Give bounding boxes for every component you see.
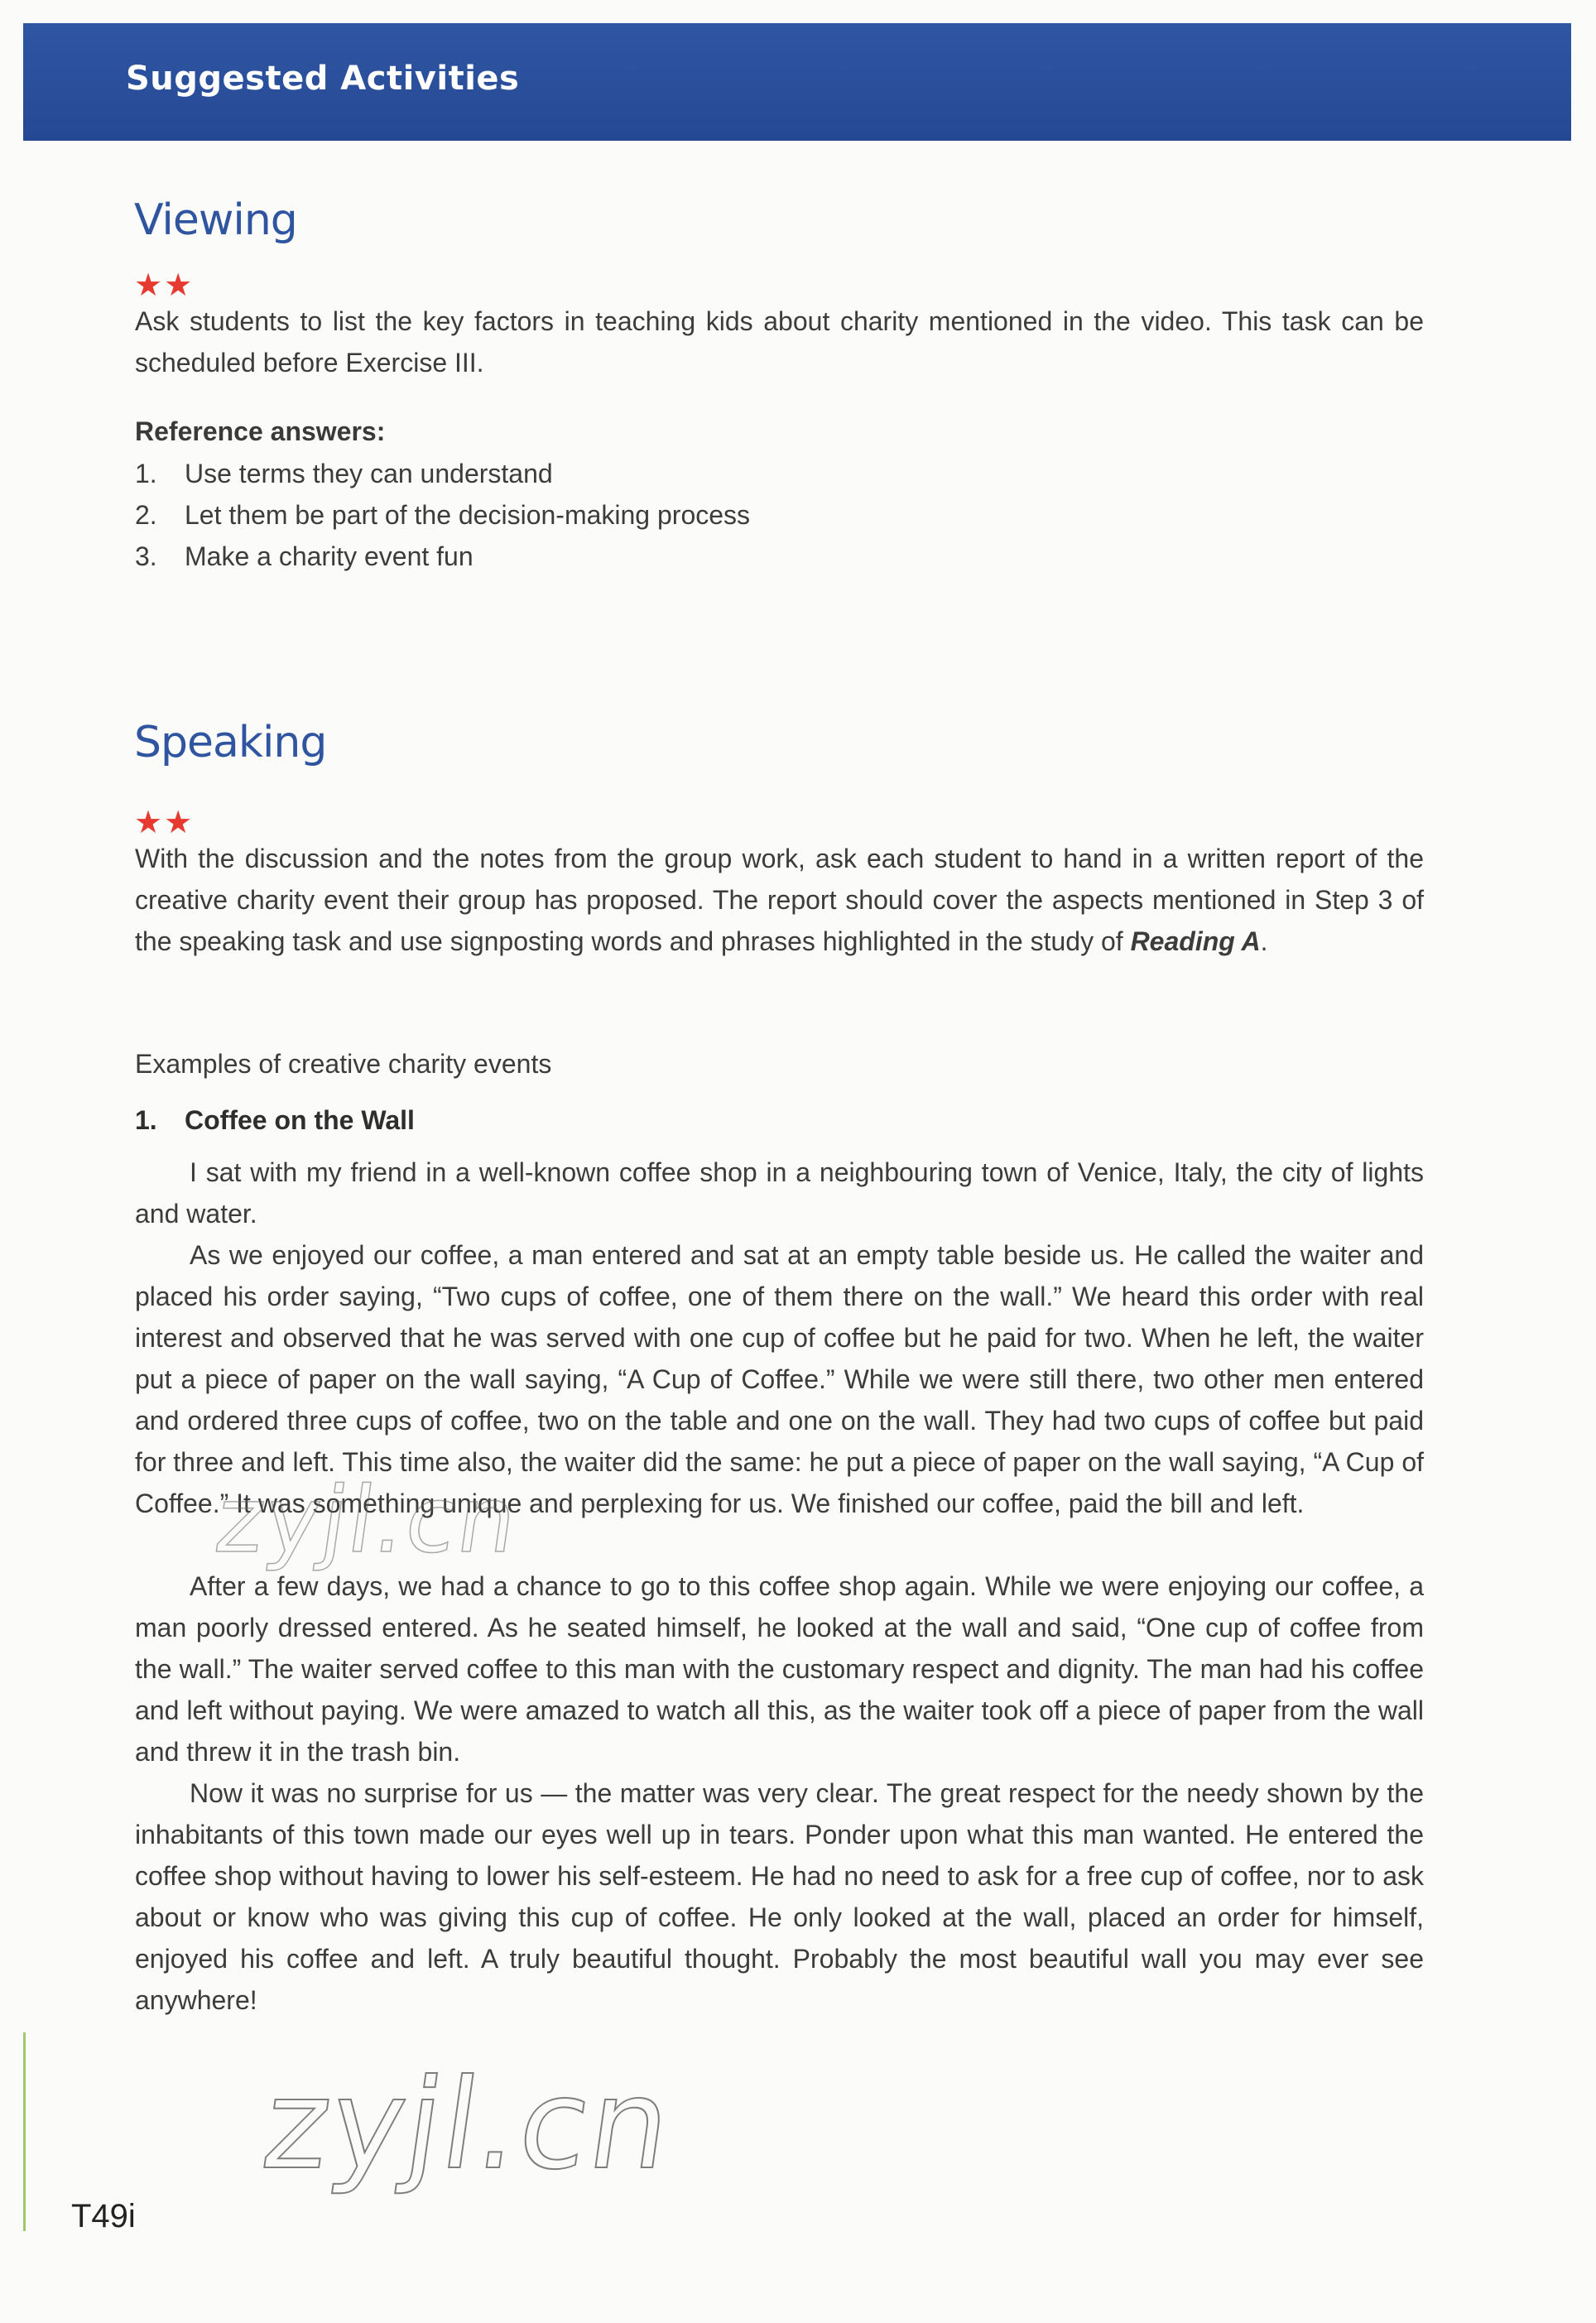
story-paragraph-4: Now it was no surprise for us — the matter was very clear. The great respect for the needy shown by the inhabitants of this town made our eyes well up in tears. Ponder upon what this man wanted. He entered the coffee shop without having to lower his self-esteem. He had no need to ask for a free cup of coffee, nor to ask about or know who was giving this cup of coffee. He only looked at the wall, placed an order for himself, enjoyed his coffee and left. A truly beautiful thought. Probably the most beautiful wall you may ever see anywhere! (135, 1778, 1424, 2015)
list-item (135, 536, 750, 577)
viewing-instruction: Ask students to list the key factors in teaching kids about charity mentioned in the video. This task can be scheduled before Exercise III. (135, 306, 1424, 378)
page-number: T49i (71, 2198, 136, 2234)
watermark-mid: zyjl.cn (209, 1467, 526, 1573)
speaking-instruction-main: With the discussion and the notes from the group work, ask each student to hand in a written report of the creative charity event their group has proposed. The report should cover the aspects mentioned in Step 3 of the speaking task and use signposting words and phrases highlighted in the study of (135, 844, 1424, 956)
list-item-number: 1. (135, 459, 157, 488)
list-item-text: Use terms they can understand (185, 459, 553, 488)
list-item (135, 453, 750, 494)
example-heading (135, 1105, 415, 1136)
example-number: 1. (135, 1105, 157, 1135)
viewing-title: Viewing (134, 195, 297, 245)
example-title: Coffee on the Wall (185, 1105, 415, 1135)
list-item-text: Let them be part of the decision-making process (185, 500, 751, 530)
watermark-footer: zyjl.cn (254, 2053, 681, 2197)
story-paragraph-3: After a few days, we had a chance to go to this coffee shop again. While we were enjoying our coffee, a man poorly dressed entered. As he seated himself, he looked at the wall and said, “One cup of coffee from the wall.” The waiter served coffee to this man with the customary respect and dignity. The man had his coffee and left without paying. We were amazed to watch all this, as the waiter took off a piece of paper from the wall and threw it in the trash bin. (135, 1571, 1424, 1767)
list-item-number: 2. (135, 500, 157, 530)
speaking-instruction (135, 838, 1424, 962)
reference-answers-heading: Reference answers: (135, 416, 386, 446)
story-paragraph-1: I sat with my friend in a well-known coffee shop in a neighbouring town of Venice, Italy, the city of lights and water. (135, 1157, 1424, 1229)
reference-answers-list (135, 453, 750, 577)
list-item-text: Make a charity event fun (185, 541, 474, 571)
examples-intro: Examples of creative charity events (135, 1049, 552, 1079)
reading-a-reference: Reading A (1130, 926, 1261, 956)
story-paragraph-2: As we enjoyed our coffee, a man entered and sat at an empty table beside us. He called the waiter and placed his order saying, “Two cups of coffee, one of them there on the wall.” We heard this order with real interest and observed that he was served with one cup of coffee but he paid for two. When he left, the waiter put a piece of paper on the wall saying, “A Cup of Coffee.” While we were still there, two other men entered and ordered three cups of coffee, two on the table and one on the wall. They had two cups of coffee but paid for three and left. This time also, the waiter did the same: he put a piece of paper on the wall saying, “A Cup of Coffee.” It was something unique and perplexing for us. We finished our coffee, paid the bill and left. (135, 1240, 1424, 1518)
header-title: Suggested Activities (126, 60, 520, 98)
speaking-title: Speaking (134, 718, 327, 767)
margin-rule (23, 2032, 26, 2231)
list-item (135, 494, 750, 536)
viewing-difficulty-stars: ★★ (134, 268, 195, 303)
list-item-number: 3. (135, 541, 157, 571)
speaking-difficulty-stars: ★★ (134, 806, 195, 840)
speaking-instruction-end: . (1260, 926, 1268, 956)
